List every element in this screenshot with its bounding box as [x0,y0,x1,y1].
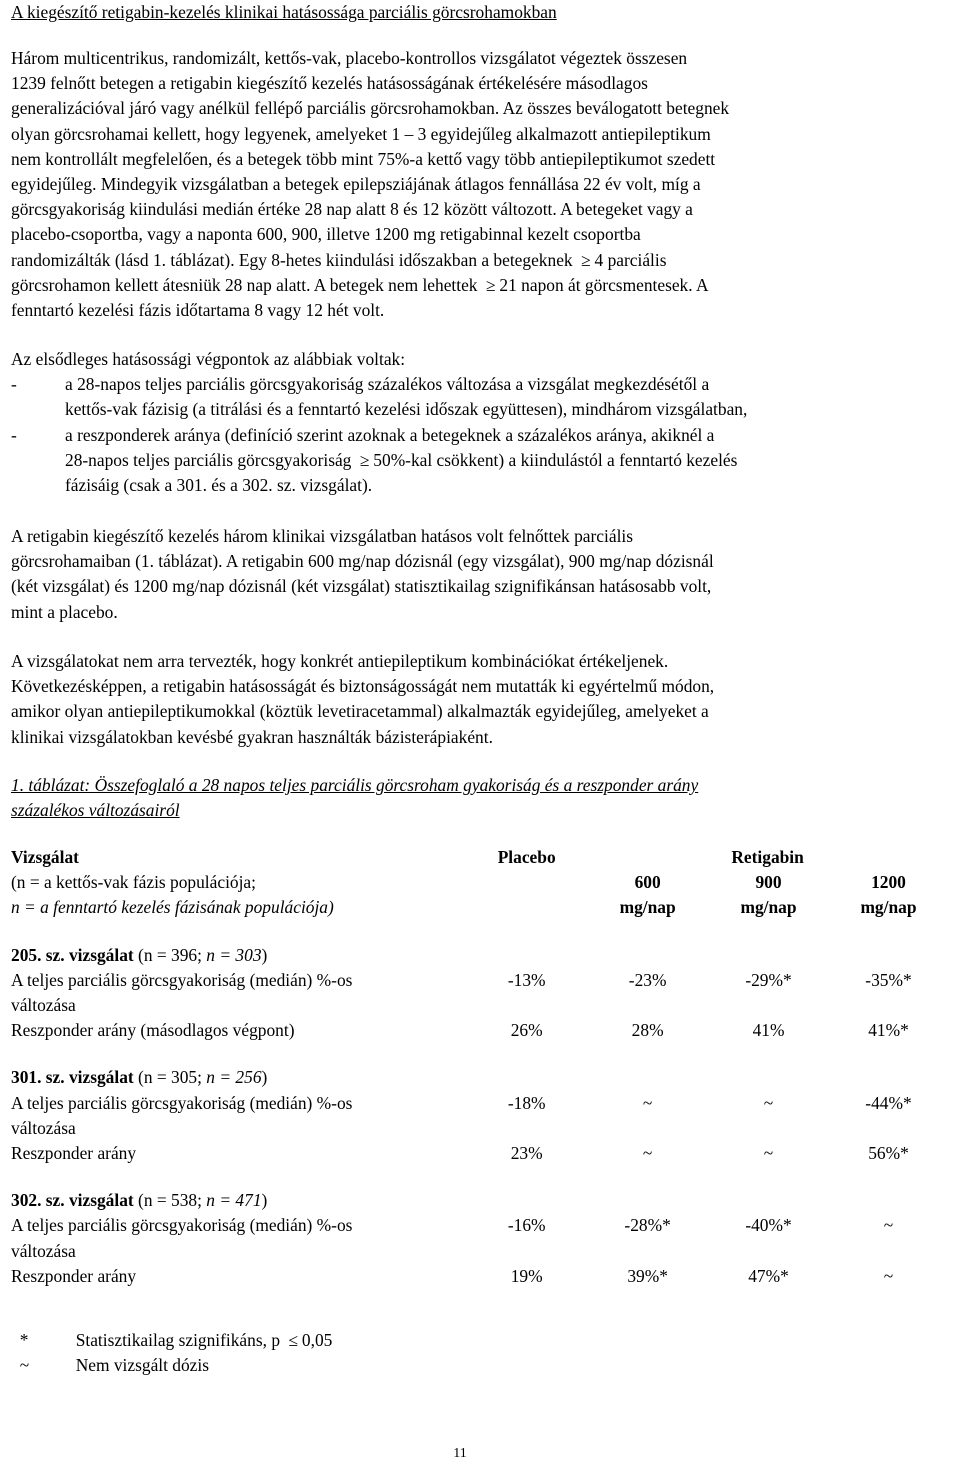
footnote-key: * [19,1330,29,1351]
text-line: (két vizsgálat) és 1200 mg/nap dózisnál (két vizsgálat) statisztikailag szignifikánsan hatásosabb volt, [11,576,712,597]
cell-1200: -44%* [865,1092,912,1113]
text-line: 1239 felnőtt betegen a retigabin kiegészítő kezelés hatásosságának értékelésére másodlagos [11,73,648,94]
text-segment: 4 parciális [594,249,667,270]
cell-placebo: -18% [507,1092,546,1113]
footnote-value: 0,05 [301,1330,333,1351]
text-line [11,273,960,298]
header-population: (n = a kettős-vak fázis populációja; [11,872,256,893]
text-line: A retigabin kiegészítő kezelés három klinikai vizsgálatban hatásos volt felnőttek parciális [11,526,634,546]
header-placebo: Placebo [497,847,556,867]
cell-placebo: 26% [510,1020,543,1041]
row-label: Reszponder arány (másodlagos végpont) [11,1020,295,1041]
cell-900: 47%* [748,1265,789,1286]
text-line: generalizációval járó vagy anélkül fellépő parciális görcsrohamokban. Az összes beválogatott betegnek [11,98,730,119]
cell-600: -28%* [624,1215,671,1236]
cell-900: 41% [752,1020,785,1041]
cell-placebo: 19% [510,1265,543,1286]
text-line: fázisáig (csak a 301. és a 302. sz. vizsgálat). [65,475,373,496]
paragraph-efficacy [11,524,960,625]
study-302 [8,1188,948,1289]
row-label: A teljes parciális görcsgyakoriság (medián) %-os változása [11,969,353,1016]
row-label: A teljes parciális görcsgyakoriság (medián) %-os változása [11,1092,353,1138]
text-line: placebo-csoportba, vagy a naponta 600, 900, illetve 1200 mg retigabinnal kezelt csoportba [11,224,641,245]
table-row [8,870,948,920]
text-line: egyidejűleg. Mindegyik vizsgálatban a betegek epilepsziájának átlagos fennállása 22 év volt, míg a [11,174,701,195]
header-retigabin: Retigabin [731,847,804,867]
le-symbol: ≤ [288,1330,298,1351]
cell-900: -29%* [745,969,792,990]
text-line: Három multicentrikus, randomizált, kettős-vak, placebo-kontrollos vizsgálatot végeztek összesen [11,48,688,68]
paragraph-limitations [11,649,960,750]
text-segment: 50%-kal csökkent) a kiindulástól a fenntartó kezelés [373,449,738,470]
page-title: A kiegészítő retigabin-kezelés klinikai hatásossága parciális görcsrohamokban [11,2,557,22]
cell-placebo: 23% [510,1143,543,1164]
cell-placebo: -13% [507,969,546,990]
study-title: 302. sz. vizsgálat (n = 538; n = 471) [11,1190,268,1211]
table-row [8,1264,948,1289]
cell-600: ~ [642,1092,653,1113]
table-row [8,1065,948,1090]
text-segment: 28-napos teljes parciális görcsgyakoriság [65,449,352,470]
text-line: görcsgyakoriság kiindulási medián értéke 28 nap alatt 8 és 12 között változott. A betegeket vagy a [11,199,693,220]
study-205 [8,943,948,1066]
text-line: klinikai vizsgálatokban kevésbé gyakran használták bázisterápiaként. [11,726,493,747]
footnote-text: Nem vizsgált dózis [75,1355,210,1376]
cell-600: 39%* [627,1265,668,1286]
study-301 [8,1065,948,1188]
cell-900: -40%* [745,1215,792,1236]
text-line [11,248,960,273]
ge-symbol: ≥ [485,274,496,295]
text-line: A vizsgálatokat nem arra tervezték, hogy konkrét antiepileptikum kombinációkat értékeljenek. [11,651,669,671]
text-line: kettős-vak fázisig (a titrálási és a fenntartó kezelési időszak együttesen), mindhárom vizsgálatban, [65,399,748,420]
text-segment: randomizálták (lásd 1. táblázat). Egy 8-hetes kiindulási időszakban a betegeknek [11,249,573,270]
study-title: 301. sz. vizsgálat (n = 305; n = 256) [11,1067,268,1088]
footnote-key: ~ [19,1355,30,1376]
table-row [8,1188,948,1213]
paragraph-intro [11,46,960,323]
bullet-dash: - [11,424,17,445]
cell-900: ~ [763,1143,774,1164]
table-row [8,943,948,968]
text-line: nem kontrollált megfelelően, és a betegek több mint 75%-a kettő vagy több antiepileptikumot szedett [11,148,716,169]
row-label: A teljes parciális görcsgyakoriság (medián) %-os változása [11,1215,353,1261]
cell-1200: ~ [883,1265,894,1286]
header-study: Vizsgálat [11,847,79,867]
text-line: a reszponderek aránya (definíció szerint azoknak a betegeknek a százalékos aránya, akiknél a [65,424,715,445]
text-segment: 21 napon át görcsmentesek. A [499,274,709,295]
text-segment: görcsrohamon kellett átesniük 28 nap alatt. A betegek nem lehettek [11,274,478,295]
cell-placebo: -16% [507,1215,546,1236]
cell-1200: 56%* [868,1143,909,1164]
table-row [8,1018,948,1043]
endpoints-intro: Az elsődleges hatásossági végpontok az alábbiak voltak: [11,349,406,369]
cell-900: ~ [763,1092,774,1113]
list-item [11,423,960,499]
cell-600: -23% [628,969,667,990]
table-row [8,1141,948,1166]
text-line: mint a placebo. [11,601,118,622]
ge-symbol: ≥ [580,249,591,270]
text-line [65,448,737,473]
text-line: Következésképpen, a retigabin hatásosságát és biztonságosságát nem mutatták ki egyértelmű módon, [11,676,715,697]
header-dose-900: 900 mg/nap [740,872,797,918]
results-table [8,845,948,1289]
text-line: amikor olyan antiepileptikumokkal (köztük levetiracetammal) alkalmazták egyidejűleg, amelyeket a [11,701,709,722]
table-row [8,845,948,870]
row-label: Reszponder arány [11,1143,137,1164]
study-title: 205. sz. vizsgálat (n = 396; n = 303) [11,944,268,965]
header-dose-1200: 1200 mg/nap [860,872,917,918]
text-line: görcsrohamaiban (1. táblázat). A retigabin 600 mg/nap dózisnál (egy vizsgálat), 900 mg/nap dózisnál [11,551,714,572]
paragraph-endpoints [11,347,960,498]
text-line: a 28-napos teljes parciális görcsgyakoriság százalékos változása a vizsgálat megkezdésétől a [65,374,710,395]
footnote-text: Statisztikailag szignifikáns, p [75,1330,281,1351]
cell-600: 28% [631,1020,664,1041]
cell-1200: 41%* [868,1020,909,1041]
header-population-maintenance: n = a fenntartó kezelés fázisának populációja) [11,897,334,918]
table-caption [11,773,960,823]
text-line: olyan görcsrohamai kellett, hogy legyenek, amelyeket 1 – 3 egyidejűleg alkalmazott antiepileptikum [11,123,711,144]
bullet-dash: - [11,374,17,395]
cell-600: ~ [642,1143,653,1164]
table-header [8,845,948,943]
page-number: 11 [453,1446,467,1461]
row-label: Reszponder arány [11,1265,137,1286]
caption-line: százalékos változásairól [11,800,180,821]
table-row [8,1091,948,1141]
text-line: fenntartó kezelési fázis időtartama 8 vagy 12 hét volt. [11,300,385,321]
cell-1200: -35%* [865,969,912,990]
footnote-not-studied [11,1328,209,1378]
ge-symbol: ≥ [359,449,370,470]
list-item [11,372,960,422]
header-dose-600: 600 mg/nap [619,872,676,918]
cell-1200: ~ [883,1215,894,1236]
table-row [8,968,948,1018]
caption-line: 1. táblázat: Összefoglaló a 28 napos teljes parciális görcsroham gyakoriság és a reszponder arány [11,775,699,795]
table-row [8,1213,948,1263]
